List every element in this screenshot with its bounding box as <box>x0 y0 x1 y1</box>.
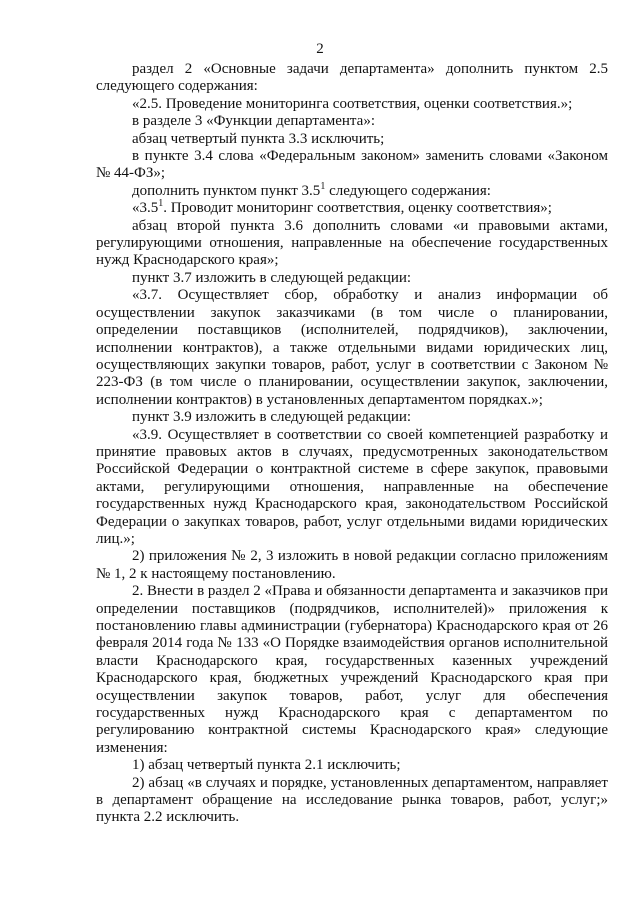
paragraph: 2) абзац «в случаях и порядке, установленных департаментом, направляет в департамент обращение на исследование рынка товаров, работ, услуг;» пункта 2.2 исключить. <box>96 774 608 826</box>
page-number: 2 <box>316 41 324 57</box>
superscript: 1 <box>158 198 164 210</box>
paragraph <box>96 200 608 217</box>
paragraph: «2.5. Проведение мониторинга соответствия, оценки соответствия.»; <box>132 95 573 112</box>
paragraph: «3.7. Осуществляет сбор, обработку и анализ информации об осуществлении закупок заказчиками (в том числе о планировании, определении поставщиков (исполнителей, подрядчиков), заключении, исполнении контрактов), а также отдельными видами юридических лиц, осуществляющих закупки товаров, работ, услуг в соответствии с Законом № 223-ФЗ (в том числе о планировании, осуществлении закупок, заключении, исполнении контрактов) в установленных департаментом порядках.»; <box>96 287 608 408</box>
paragraph: раздел 2 «Основные задачи департамента» дополнить пунктом 2.5 следующего содержания: <box>96 61 608 95</box>
paragraph: «3.9. Осуществляет в соответствии со своей компетенцией разработку и принятие правовых актов в случаях, предусмотренных законодательством Российской Федерации о контрактной системе в сфере закупок, правовыми актами, регулирующими отношения, направленные на обеспечение государственных нужд Краснодарского края, законодательством Российской Федерации о закупках товаров, работ, услуг отдельными видами юридических лиц.»; <box>96 426 608 547</box>
paragraph-text: «3.5 <box>132 200 159 217</box>
document-body <box>96 61 608 827</box>
paragraph: абзац второй пункта 3.6 дополнить словами «и правовыми актами, регулирующими отношения, направленные на обеспечение государственных нужд Краснодарского края»; <box>96 217 608 269</box>
superscript: 1 <box>320 180 326 192</box>
paragraph: в разделе 3 «Функции департамента»: <box>132 113 375 130</box>
paragraph-text: дополнить пунктом пункт 3.5 <box>132 182 321 199</box>
paragraph <box>96 180 608 200</box>
paragraph-text: следующего содержания: <box>325 182 491 199</box>
paragraph-text: . Проводит мониторинг соответствия, оценку соответствия»; <box>163 200 552 217</box>
paragraph: 1) абзац четвертый пункта 2.1 исключить; <box>132 757 401 774</box>
paragraph: пункт 3.7 изложить в следующей редакции: <box>132 269 412 286</box>
paragraph: пункт 3.9 изложить в следующей редакции: <box>132 409 412 426</box>
paragraph: 2. Внести в раздел 2 «Права и обязанности департамента и заказчиков при определении поставщиков (подрядчиков, исполнителей)» приложения к постановлению главы администрации (губернатора) Краснодарского края от 26 февраля 2014 года № 133 «О Порядке взаимодействия органов исполнительной власти Краснодарского края, государственных казенных учреждений Краснодарского края, бюджетных учреждений Краснодарского края при осуществлении закупок товаров, работ, услуг для обеспечения государственных нужд Краснодарского края с департаментом по регулированию контрактной системы Краснодарского края» следующие изменения: <box>96 583 608 756</box>
paragraph: абзац четвертый пункта 3.3 исключить; <box>132 130 385 147</box>
paragraph: 2) приложения № 2, 3 изложить в новой редакции согласно приложениям № 1, 2 к настоящему постановлению. <box>96 548 608 582</box>
paragraph: в пункте 3.4 слова «Федеральным законом» заменить словами «Законом № 44-ФЗ»; <box>96 148 608 182</box>
